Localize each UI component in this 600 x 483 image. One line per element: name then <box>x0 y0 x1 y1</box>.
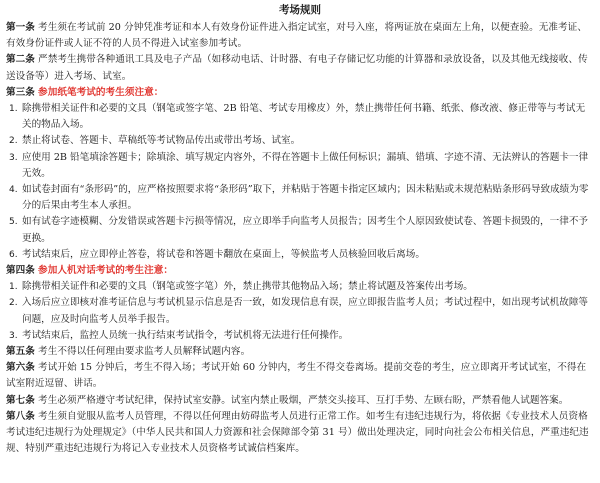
list-item <box>6 295 594 327</box>
item-number: 5. <box>9 217 18 228</box>
list-item <box>6 247 594 263</box>
item-text: 如有试卷字迹模糊、分发错误或答题卡污损等情况，应立即举手向监考人员报告；因考生个人原因致使试卷、答题卡损毁的，一律不予更换。 <box>22 216 589 244</box>
article-text: 考生须在考试前 20 分钟凭准考证和本人有效身份证件进入指定试室，对号入座，将两证放在桌面左上角，以便查验。无准考证、有效身份证件或人证不符的人员不得进入试室参加考试。 <box>6 22 587 50</box>
article-text: 考生必须严格遵守考试纪律，保持试室安静。试室内禁止吸烟，严禁交头接耳、互打手势、左顾右盼，严禁看他人试题答案。 <box>38 394 569 406</box>
list-item <box>6 182 594 214</box>
list-item <box>6 328 594 344</box>
item-number: 1. <box>9 104 18 115</box>
article-text: 考试开始 15 分钟后，考生不得入场；考试开始 60 分钟内，考生不得交卷离场。提前交卷的考生，应立即离开考试试室，不得在试室附近逗留、讲话。 <box>6 362 587 390</box>
article-text: 考生须自觉服从监考人员管理，不得以任何理由妨碍监考人员进行正常工作。如考生有违纪违规行为，将依据《专业技术人员资格考试违纪违规行为处理规定》（中华人民共和国人力资源和社会保障部令第 31 号）做出处理决定，同时向社会公布相关信息，严重违纪违规、特别严重违纪违规行为将记入专业技术人员资格考试诚信档案库。 <box>6 410 589 455</box>
article-text: 严禁考生携带各种通讯工具及电子产品（如移动电话、计时器、有电子存储记忆功能的计算器和录放设备，以及其他无线接收、传送设备等）进入考场、试室。 <box>6 54 588 82</box>
item-text: 除携带相关证件和必要的文具（钢笔或签字笔）外，禁止携带其他物品入场；禁止将试题及答案传出考场。 <box>22 281 473 293</box>
item-number: 4. <box>9 185 18 196</box>
list-item <box>6 150 594 182</box>
article-number: 第七条 <box>6 394 35 406</box>
item-number: 2. <box>9 298 18 309</box>
item-number: 1. <box>9 282 18 293</box>
item-text: 考试结束后，监控人员统一执行结束考试指令，考试机将无法进行任何操作。 <box>22 329 349 341</box>
list-item <box>6 133 594 149</box>
list-item <box>6 101 594 133</box>
item-text: 入场后应立即核对准考证信息与考试机显示信息是否一致，如发现信息有误，应立即报告监考人员；考试过程中，如出现考试机故障等问题，应及时向监考人员举手报告。 <box>22 297 589 325</box>
article-4-heading <box>6 263 594 279</box>
article-7 <box>6 393 594 409</box>
article-number: 第六条 <box>6 362 35 374</box>
item-number: 3. <box>9 330 18 341</box>
section-heading: 参加人机对话考试的考生注意： <box>38 265 174 277</box>
item-number: 2. <box>9 136 18 147</box>
article-6 <box>6 360 594 392</box>
article-3-heading <box>6 85 594 101</box>
article-1 <box>6 20 594 52</box>
article-2 <box>6 52 594 84</box>
item-text: 除携带相关证件和必要的文具（钢笔或签字笔、2B 铅笔、考试专用橡皮）外，禁止携带任何书籍、纸张、修改液、修正带等与考试无关的物品入场。 <box>22 103 586 131</box>
article-text: 考生不得以任何理由要求监考人员解释试题内容。 <box>38 346 251 358</box>
item-number: 3. <box>9 152 18 163</box>
article-number: 第五条 <box>6 346 35 358</box>
page-title: 考场规则 <box>279 4 321 16</box>
item-text: 考试结束后，应立即停止答卷，将试卷和答题卡翻放在桌面上，等候监考人员核验回收后离场。 <box>22 248 425 260</box>
item-text: 禁止将试卷、答题卡、草稿纸等考试物品传出或带出考场、试室。 <box>22 135 301 147</box>
article-number: 第四条 <box>6 265 35 277</box>
article-number: 第三条 <box>6 86 35 98</box>
item-number: 6. <box>9 249 18 260</box>
article-5 <box>6 344 594 360</box>
article-number: 第八条 <box>6 410 35 422</box>
article-number: 第一条 <box>6 22 35 33</box>
article-8 <box>6 409 594 458</box>
item-text: 应使用 2B 铅笔填涂答题卡；除填涂、填写规定内容外，不得在答题卡上做任何标识；漏填、错填、字迹不清、无法辨认的答题卡一律无效。 <box>22 151 589 179</box>
article-number: 第二条 <box>6 54 35 66</box>
section-heading: 参加纸笔考试的考生须注意： <box>38 86 164 98</box>
item-text: 如试卷封面有“条形码”的，应严格按照要求将“条形码”取下，并粘贴于答题卡指定区域内；因未粘贴或未规范粘贴条形码导致成绩为零分的后果由考生本人承担。 <box>22 184 589 212</box>
list-item <box>6 214 594 246</box>
list-item <box>6 279 594 295</box>
